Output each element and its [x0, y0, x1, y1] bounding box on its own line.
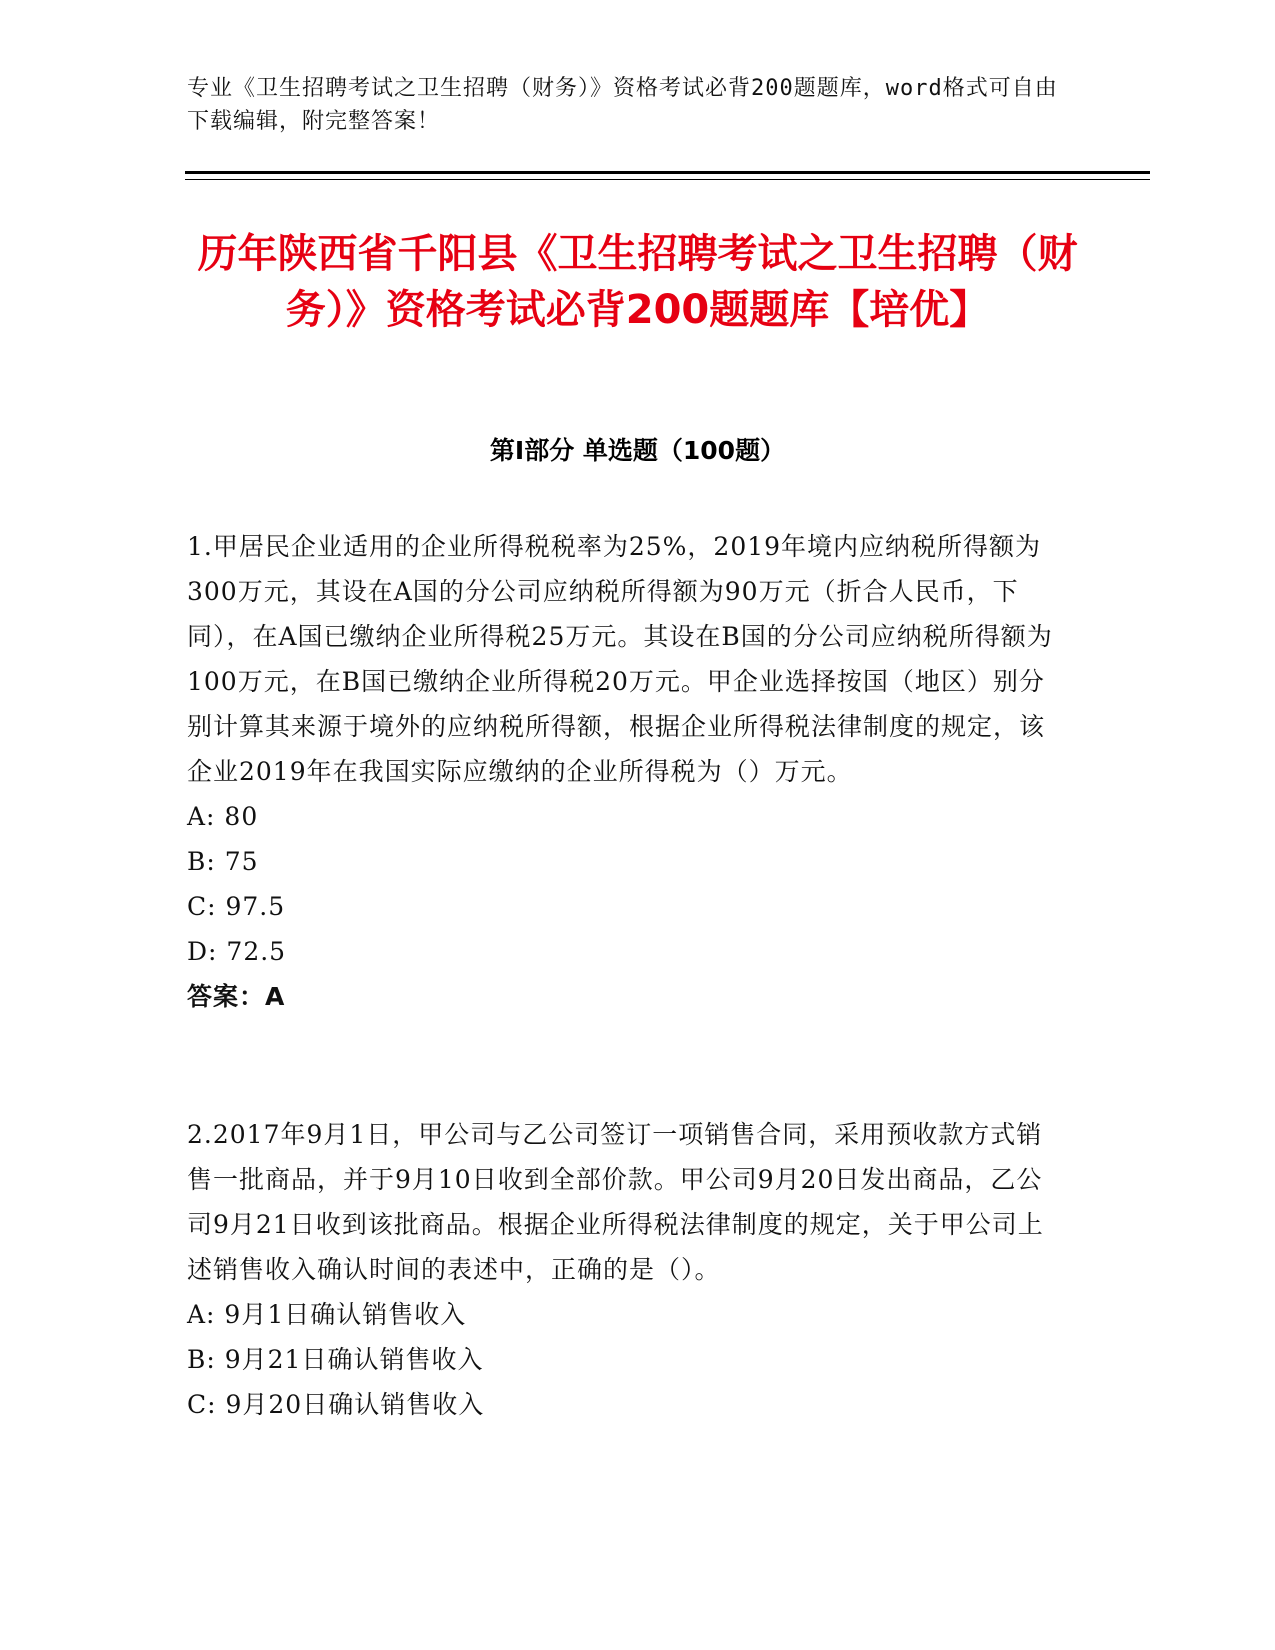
option-b: B: 75: [187, 847, 259, 876]
document-title: 历年陕西省千阳县《卫生招聘考试之卫生招聘（财务）》资格考试必背200题题库【培优】: [197, 231, 1078, 333]
section-heading: 第I部分 单选题（100题）: [489, 436, 786, 465]
header-divider-thin: [185, 179, 1150, 180]
question-stem: 2.2017年9月1日，甲公司与乙公司签订一项销售合同，采用预收款方式销售一批商品，并于9月10日收到全部价款。甲公司9月20日发出商品，乙公司9月21日收到该批商品。根据企业所得税法律制度的规定，关于甲公司上述销售收入确认时间的表述中，正确的是（）。: [187, 1120, 1044, 1284]
answer-label: 答案：A: [187, 982, 286, 1011]
option-a: A: 9月1日确认销售收入: [187, 1300, 467, 1329]
header-divider-thick: [185, 171, 1150, 174]
option-b: B: 9月21日确认销售收入: [187, 1345, 484, 1374]
question-1: [187, 524, 1067, 1019]
option-d: D: 72.5: [187, 937, 287, 966]
question-stem: 1.甲居民企业适用的企业所得税税率为25%，2019年境内应纳税所得额为300万元，其设在A国的分公司应纳税所得额为90万元（折合人民币，下同），在A国已缴纳企业所得税25万元。其设在B国的分公司应纳税所得额为100万元，在B国已缴纳企业所得税20万元。甲企业选择按国（地区）别分别计算其来源于境外的应纳税所得额，根据企业所得税法律制度的规定，该企业2019年在我国实际应缴纳的企业所得税为（）万元。: [187, 532, 1053, 786]
option-c: C: 9月20日确认销售收入: [187, 1390, 485, 1419]
question-2: [187, 1112, 1067, 1427]
option-c: C: 97.5: [187, 892, 286, 921]
option-a: A: 80: [187, 802, 259, 831]
header-note: 专业《卫生招聘考试之卫生招聘（财务）》资格考试必背200题题库，word格式可自由下载编辑，附完整答案！: [187, 76, 1058, 134]
